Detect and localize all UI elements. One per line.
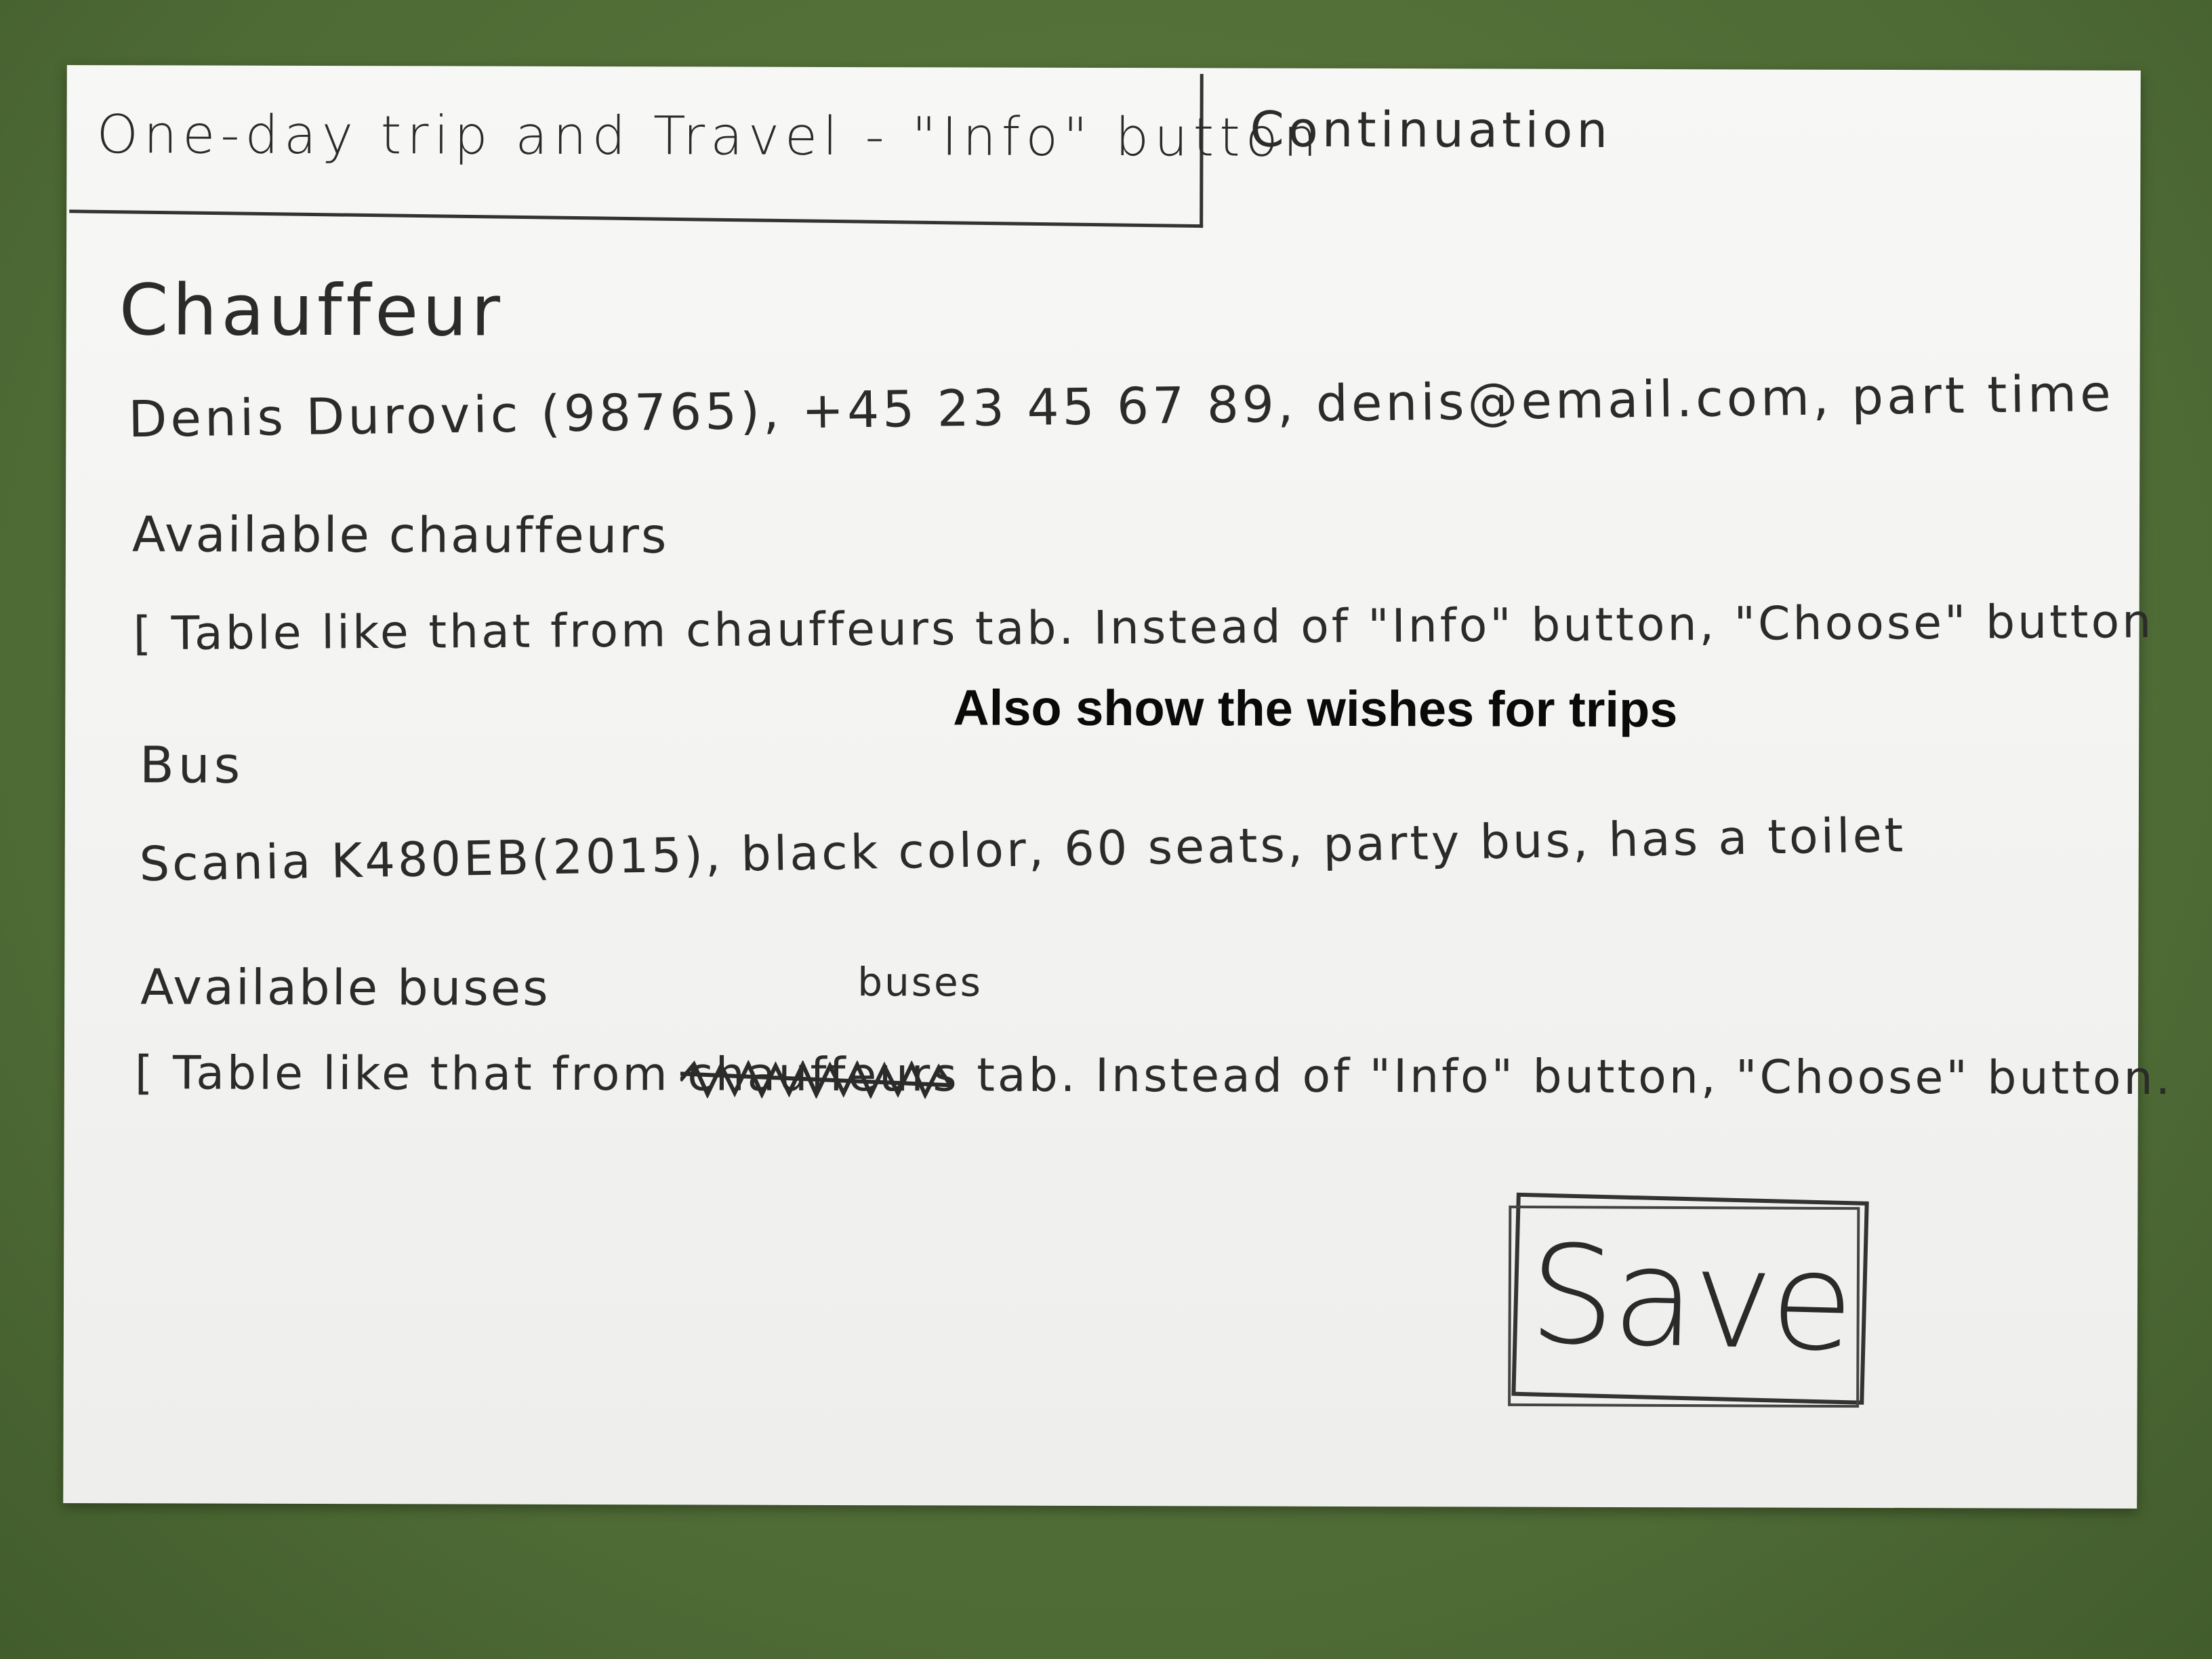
bus-heading: Bus [139, 736, 245, 795]
save-button[interactable] [1511, 1193, 1868, 1405]
save-label: Save [1527, 1215, 1853, 1382]
chauffeur-details: Denis Durovic (98765), +45 23 45 67 89, denis@email.com, part time [127, 364, 2115, 449]
paper-sketch [63, 65, 2173, 1509]
chauffeurs-table-placeholder: [ Table like that from chauffeurs tab. Instead of "Info" button, "Choose" button [133, 595, 2154, 661]
page-title: One-day trip and Travel - "Info" button [96, 104, 1323, 169]
available-buses-label: Available buses [140, 958, 550, 1017]
table-note-suffix: tab. Instead of "Info" button, "Choose" button. [959, 1048, 2173, 1106]
wishes-annotation: Also show the wishes for trips [953, 679, 1678, 738]
chauffeur-heading: Chauffeur [119, 268, 505, 352]
buses-table-placeholder [135, 1046, 2173, 1105]
struck-word [687, 1048, 960, 1102]
table-note-prefix: [ Table like that from [134, 1046, 688, 1102]
struck-word-text: chauffeurs [687, 1048, 960, 1103]
continuation-label: Continuation [1250, 100, 1612, 159]
inserted-word-buses: buses [857, 959, 983, 1006]
bus-details: Scania K480EB(2015), black color, 60 seats, party bus, has a toilet [139, 807, 1906, 893]
available-chauffeurs-label: Available chauffeurs [131, 506, 669, 565]
